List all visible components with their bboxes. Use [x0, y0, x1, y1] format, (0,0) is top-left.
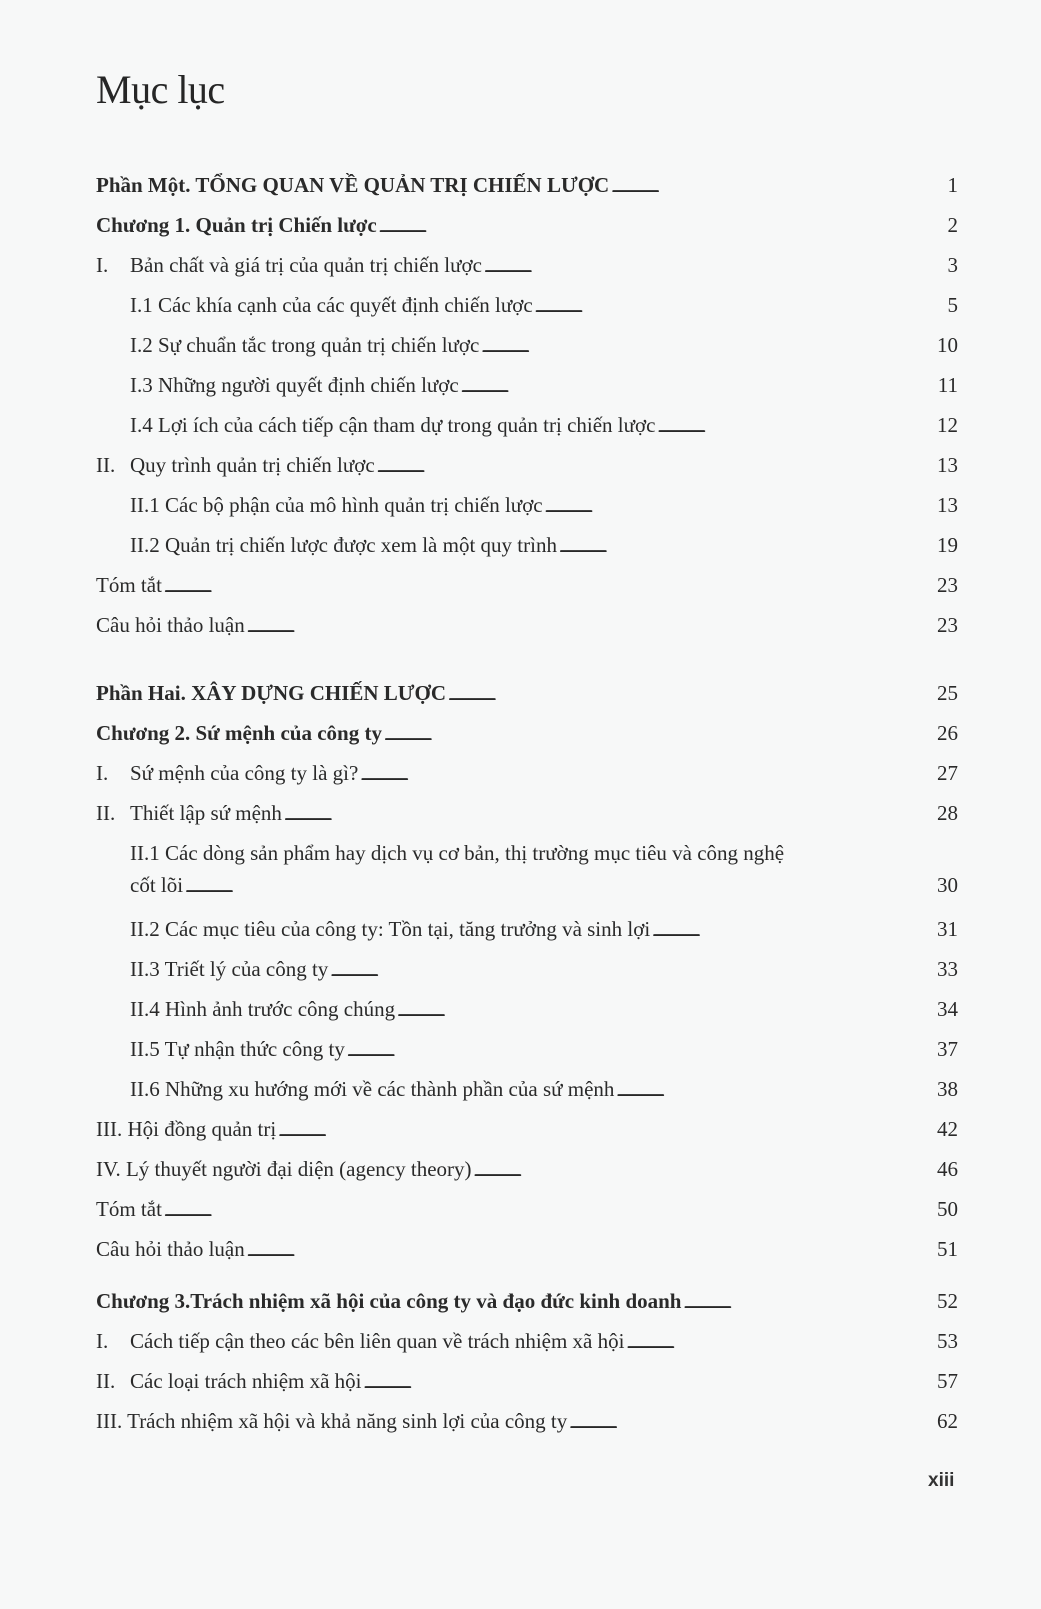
toc-entry-text: Chương 3.Trách nhiệm xã hội của công ty và đạo đức kinh doanh — [96, 1289, 682, 1313]
toc-entry-page: 2 — [947, 213, 958, 237]
toc-entry[interactable] — [96, 949, 958, 989]
toc-entry-text: Cách tiếp cận theo các bên liên quan về trách nhiệm xã hội — [130, 1329, 625, 1353]
toc-entry-page: 1 — [947, 173, 958, 197]
toc-entry-page: 33 — [937, 957, 958, 981]
toc-entry[interactable] — [96, 405, 958, 445]
toc-entry-page: 57 — [937, 1369, 958, 1393]
toc-entry-text: Phần Hai. XÂY DỰNG CHIẾN LƯỢC — [96, 681, 447, 705]
toc-entry-text: III. Hội đồng quản trị — [96, 1117, 277, 1141]
toc-entry[interactable] — [96, 525, 958, 565]
toc-entry-text: Quy trình quản trị chiến lược — [130, 453, 375, 477]
dot-leader — [474, 1149, 936, 1192]
toc-entry-text: Thiết lập sứ mệnh — [130, 801, 282, 825]
toc-entry-page: 25 — [937, 681, 958, 705]
dot-leader — [164, 565, 935, 608]
toc-entry-page: 23 — [937, 573, 958, 597]
dot-leader — [611, 165, 945, 208]
dot-leader — [164, 1189, 935, 1232]
page-number: xiii — [928, 1470, 955, 1491]
toc-entry-number: II. — [96, 801, 116, 825]
toc-entry-text: I.3 Những người quyết định chiến lược — [130, 373, 459, 397]
toc-entry-page: 42 — [937, 1117, 958, 1141]
toc-entry-page: 52 — [937, 1289, 958, 1313]
toc-entry-page: 13 — [937, 453, 958, 477]
toc-entry-page: 12 — [937, 413, 958, 437]
toc-entry[interactable] — [96, 565, 958, 605]
dot-leader — [559, 525, 935, 568]
toc-entry[interactable] — [96, 713, 958, 753]
toc-entry-page: 3 — [947, 253, 958, 277]
toc-entry[interactable] — [96, 1109, 958, 1149]
toc-entry-page: 11 — [937, 373, 958, 397]
dot-leader — [360, 753, 935, 796]
toc-entry-text: Tóm tắt — [96, 1197, 162, 1221]
dot-leader — [626, 1321, 935, 1364]
toc-entry-text: Bản chất và giá trị của quản trị chiến lược — [130, 253, 482, 277]
dot-leader — [330, 949, 935, 992]
toc-entry-text: Chương 2. Sứ mệnh của công ty — [96, 721, 382, 745]
toc-entry-number: I. — [96, 1329, 109, 1353]
dot-leader — [278, 1109, 935, 1152]
toc-entry[interactable] — [96, 989, 958, 1029]
toc-entry[interactable] — [96, 365, 958, 405]
dot-leader — [397, 989, 935, 1032]
toc-entry[interactable] — [96, 1401, 958, 1441]
toc-section — [96, 165, 958, 645]
dot-leader — [379, 205, 946, 248]
dot-leader — [377, 445, 935, 488]
toc-section — [96, 673, 958, 1269]
toc-entry-text: II.6 Những xu hướng mới về các thành phần của sứ mệnh — [130, 1077, 615, 1101]
toc-entry-text: II.4 Hình ảnh trước công chúng — [130, 997, 396, 1021]
page-title: Mục lục — [96, 67, 225, 112]
toc-entry-number: I. — [96, 253, 109, 277]
toc-entry[interactable] — [96, 285, 958, 325]
dot-leader — [347, 1029, 935, 1072]
toc-entry-page: 34 — [937, 997, 958, 1021]
toc-entry-page: 13 — [937, 493, 958, 517]
toc-entry-page: 31 — [937, 917, 958, 941]
toc-entry-text: Sứ mệnh của công ty là gì? — [130, 761, 359, 785]
toc-entry-text: II.2 Quản trị chiến lược được xem là một quy trình — [130, 533, 557, 557]
toc-entry[interactable] — [96, 605, 958, 645]
dot-leader — [535, 285, 946, 328]
toc-entry-page: 19 — [937, 533, 958, 557]
dot-leader — [461, 365, 936, 408]
toc-entry-text: Các loại trách nhiệm xã hội — [130, 1369, 362, 1393]
dot-leader — [185, 869, 935, 904]
toc-entry-text: Tóm tắt — [96, 573, 162, 597]
toc-entry-continuation — [130, 869, 958, 904]
toc-entry[interactable] — [96, 753, 958, 793]
toc-entry-page: 26 — [937, 721, 958, 745]
toc-entry-text: I.4 Lợi ích của cách tiếp cận tham dự trong quản trị chiến lược — [130, 413, 656, 437]
toc-entry-number: II. — [96, 453, 116, 477]
dot-leader — [569, 1401, 935, 1444]
toc-entry[interactable] — [96, 793, 958, 833]
toc-entry-text: I.1 Các khía cạnh của các quyết định chiến lược — [130, 293, 533, 317]
dot-leader — [384, 713, 935, 756]
toc-entry[interactable] — [96, 1069, 958, 1109]
toc-entry[interactable] — [96, 485, 958, 525]
toc-entry-page: 50 — [937, 1197, 958, 1221]
toc-entry[interactable] — [96, 165, 958, 205]
toc-entry-text: Chương 1. Quản trị Chiến lược — [96, 213, 377, 237]
toc-entry-page: 51 — [937, 1237, 958, 1261]
toc-entry-text: IV. Lý thuyết người đại diện (agency theory) — [96, 1157, 472, 1181]
toc-entry-text: II.2 Các mục tiêu của công ty: Tồn tại, tăng trưởng và sinh lợi — [130, 917, 651, 941]
toc-entry-text: Câu hỏi thảo luận — [96, 613, 245, 637]
toc-entry[interactable] — [96, 445, 958, 485]
toc-entry[interactable] — [96, 325, 958, 365]
toc-entry-text: Câu hỏi thảo luận — [96, 1237, 245, 1261]
dot-leader — [247, 605, 935, 648]
dot-leader — [545, 485, 935, 528]
dot-leader — [683, 1281, 935, 1324]
dot-leader — [657, 405, 935, 448]
toc-entry-page: 23 — [937, 613, 958, 637]
toc-entry[interactable] — [96, 837, 958, 904]
toc-entry-page: 37 — [937, 1037, 958, 1061]
toc-entry[interactable] — [96, 673, 958, 713]
toc-entry[interactable] — [96, 205, 958, 245]
toc-entry[interactable] — [96, 1029, 958, 1069]
toc-entry-text: II.5 Tự nhận thức công ty — [130, 1037, 345, 1061]
toc-entry-number: II. — [96, 1369, 116, 1393]
toc-entry-number: I. — [96, 761, 109, 785]
toc-entry-text: cốt lõi — [130, 873, 184, 897]
toc-entry-page: 5 — [947, 293, 958, 317]
toc-entry-page: 38 — [937, 1077, 958, 1101]
toc-entry-text: Phần Một. TỔNG QUAN VỀ QUẢN TRỊ CHIẾN LƯỢC — [96, 173, 610, 197]
toc-entry-page: 46 — [937, 1157, 958, 1181]
toc-entry-page: 10 — [937, 333, 958, 357]
dot-leader — [364, 1361, 935, 1404]
toc-entry-text: II.3 Triết lý của công ty — [130, 957, 329, 981]
dot-leader — [481, 325, 935, 368]
toc-entry[interactable] — [96, 909, 958, 949]
toc-entry-text: III. Trách nhiệm xã hội và khả năng sinh lợi của công ty — [96, 1409, 568, 1433]
dot-leader — [448, 673, 935, 716]
table-of-contents — [96, 165, 958, 1441]
toc-entry[interactable] — [96, 1149, 958, 1189]
toc-entry-page: 62 — [937, 1409, 958, 1433]
toc-entry-page: 53 — [937, 1329, 958, 1353]
dot-leader — [247, 1229, 935, 1272]
toc-entry-text: II.1 Các bộ phận của mô hình quản trị chiến lược — [130, 493, 543, 517]
toc-entry[interactable] — [96, 1189, 958, 1229]
toc-entry[interactable] — [96, 1281, 958, 1321]
toc-entry[interactable] — [96, 1229, 958, 1269]
toc-entry[interactable] — [96, 1321, 958, 1361]
dot-leader — [652, 909, 935, 952]
toc-entry-text-line1: II.1 Các dòng sản phẩm hay dịch vụ cơ bản, thị trường mục tiêu và công nghệ — [130, 841, 785, 865]
toc-section — [96, 1281, 958, 1441]
toc-entry-page: 27 — [937, 761, 958, 785]
dot-leader — [284, 793, 935, 836]
toc-entry[interactable] — [96, 1361, 958, 1401]
toc-entry[interactable] — [96, 245, 958, 285]
toc-entry-page: 30 — [937, 873, 958, 897]
toc-entry-page: 28 — [937, 801, 958, 825]
dot-leader — [616, 1069, 935, 1112]
toc-entry-text: I.2 Sự chuẩn tắc trong quản trị chiến lược — [130, 333, 480, 357]
dot-leader — [484, 245, 946, 288]
